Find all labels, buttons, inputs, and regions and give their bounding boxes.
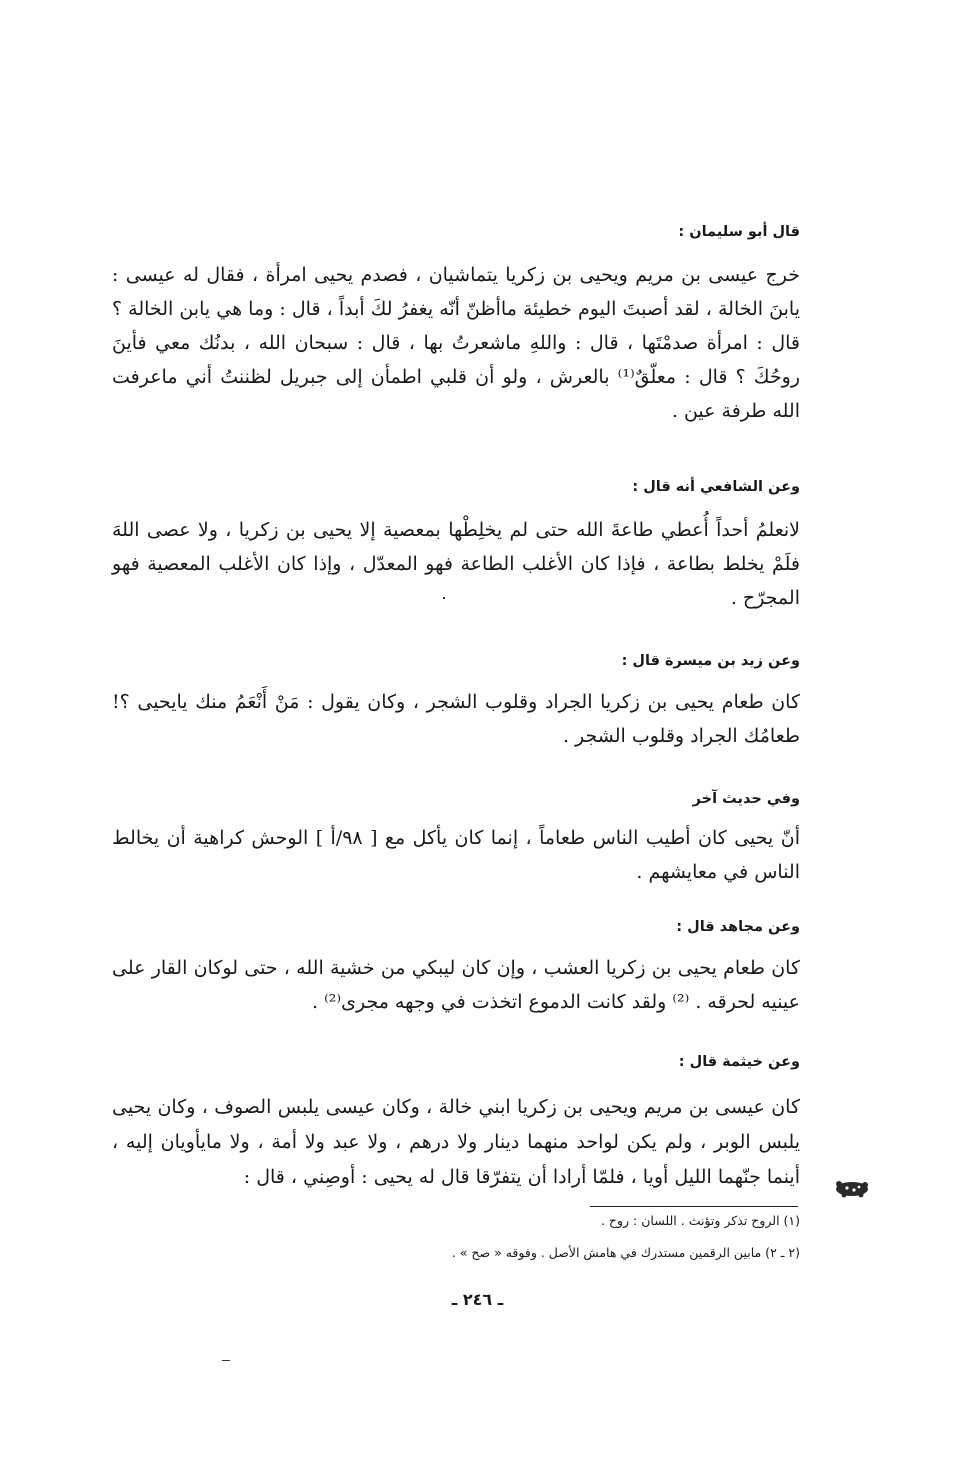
page-number: ـ ٢٤٦ ـ [451, 1290, 504, 1309]
section-heading: وعن الشافعي أنه قال : [632, 479, 800, 495]
section-abu-sulayman [112, 222, 800, 428]
section-mujahid [112, 917, 800, 1019]
section-zayd-ibn-maysara [112, 651, 800, 753]
section-heading: وفي حديث آخر [692, 791, 800, 807]
scan-speck [443, 597, 445, 599]
section-body: أنّ يحيى كان أطيب الناس طعاماً ، إنما كان يأكل مع [ ٩٨/أ ] الوحش كراهية أن يخالط الناس في معايشهم . [112, 827, 800, 883]
section-body: كان طعام يحيى بن زكريا العشب ، وإن كان ليبكي من خشية الله ، حتى لوكان القار على عينيه لحرقه . ⁽²⁾ ولقد كانت الدموع اتخذت في وجهه مجرى⁽²⁾ . [112, 957, 800, 1013]
ornament-icon [832, 1177, 872, 1201]
section-heading: وعن زيد بن ميسرة قال : [621, 653, 800, 669]
footnote-2: (٢ ـ ٢) مابين الرقمين مستدرك في هامش الأصل . وفوقه « صح » . [451, 1245, 800, 1260]
section-body: كان عيسى بن مريم ويحيى بن زكريا ابني خالة ، وكان عيسى يلبس الصوف ، وكان يحيى يلبس الوبر ، ولم يكن لواحد منهما دينار ولا درهم ، ولا عبد ولا أمة ، ولا مايأويان إليه ، أينما جنّهما الليل أويا ، فلمّا أرادا أن يتفرّقا قال له يحيى : أوصِني ، قال : [112, 1096, 800, 1188]
section-khaythama [112, 1052, 800, 1195]
section-heading: قال أبو سليمان : [678, 224, 800, 240]
section-body: خرج عيسى بن مريم ويحيى بن زكريا يتماشيان ، فصدم يحيى امرأة ، فقال له عيسى : يابنَ الخالة ، لقد أصبتَ اليوم خطيئة ماأظنّ أنّه يغفرُ لكَ أبداً ، قال : وما هي يابن الخالة ؟ قال : امرأة صدمْتَها ، قال : واللهِ ماشعرتُ بها ، قال : سبحان الله ، بدنُك معي فأينَ روحُكَ ؟ قال : معلّقٌ⁽¹⁾ بالعرش ، ولو أن قلبي اطمأن إلى جبريل لظننتُ أني ماعرفت الله طرفة عين . [112, 264, 801, 422]
scan-speck [222, 1360, 230, 1361]
section-body: كان طعام يحيى بن زكريا الجراد وقلوب الشجر ، وكان يقول : مَنْ أَنْعَمُ منك يايحيى ؟! طعامُك الجراد وقلوب الشجر . [112, 691, 800, 747]
section-heading: وعن مجاهد قال : [676, 919, 800, 935]
section-body: لانعلمُ أحداً أُعطي طاعةَ الله حتى لم يخلِطْها بمعصية إلا يحيى بن زكريا ، ولا عصى اللهَ فلَمْ يخلط بطاعة ، فإذا كان الأغلب الطاعة فهو المعدّل ، وإذا كان الأغلب المعصية فهو المجرّح . [112, 519, 800, 609]
footnote-separator [590, 1206, 798, 1207]
section-heading: وعن خيثمة قال : [678, 1054, 800, 1070]
section-shafii [112, 477, 800, 615]
footnote-1: (١) الروح تذكر وتؤنث . اللسان : روح . [600, 1213, 800, 1228]
section-another-hadith [112, 789, 800, 889]
